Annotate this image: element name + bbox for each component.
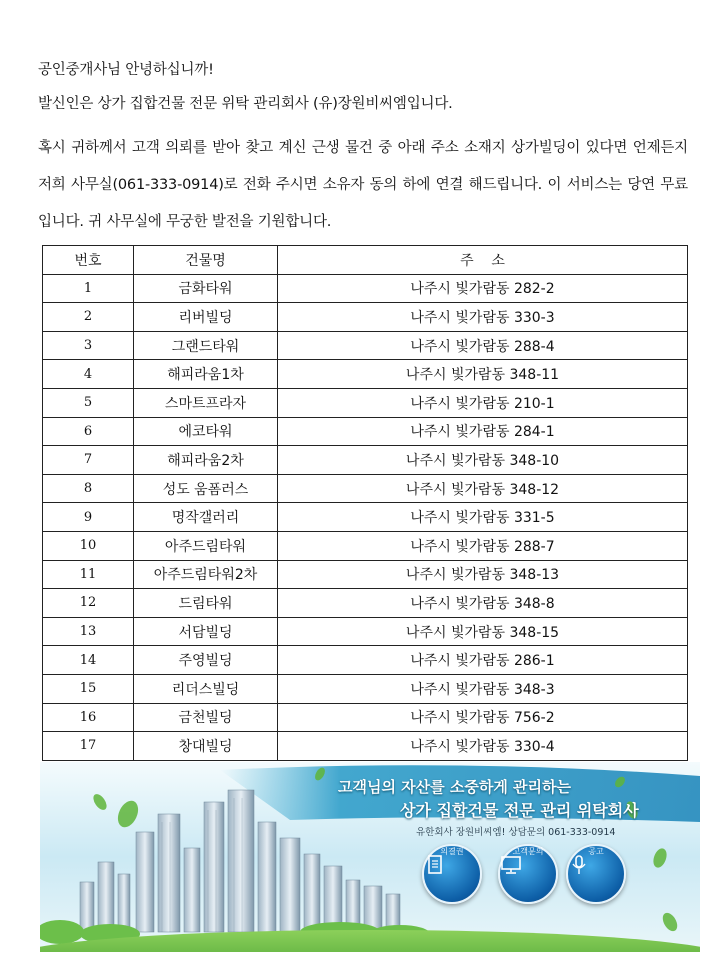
row-address: 나주시 빛가람동 348-8 [278, 589, 688, 618]
row-address: 나주시 빛가람동 330-4 [278, 732, 688, 761]
table-row [43, 589, 688, 618]
row-building-name: 금천빌딩 [134, 703, 278, 732]
table-row [43, 446, 688, 475]
row-address: 나주시 빛가람동 210-1 [278, 388, 688, 417]
customer-inquiry-button[interactable] [498, 844, 558, 904]
row-building-name: 아주드림타워2차 [134, 560, 278, 589]
row-number: 9 [43, 503, 134, 532]
row-number: 5 [43, 388, 134, 417]
row-building-name: 해피라움1차 [134, 360, 278, 389]
row-address: 나주시 빛가람동 286-1 [278, 646, 688, 675]
row-building-name: 주영빌딩 [134, 646, 278, 675]
row-address: 나주시 빛가람동 348-11 [278, 360, 688, 389]
row-building-name: 리버빌딩 [134, 303, 278, 332]
table-row [43, 388, 688, 417]
notice-button[interactable] [566, 844, 626, 904]
table-row [43, 417, 688, 446]
row-building-name: 금화타워 [134, 274, 278, 303]
company-banner [40, 762, 700, 952]
row-building-name: 서담빌딩 [134, 617, 278, 646]
table-row [43, 732, 688, 761]
row-address: 나주시 빛가람동 348-13 [278, 560, 688, 589]
service-paragraph: 혹시 귀하께서 고객 의뢰를 받아 찾고 계신 근생 물건 중 아래 주소 소재지 상가빌딩이 있다면 언제든지 저희 사무실(061-333-0914)로 전화 주시면 소유자 동의 하에 연결 해드립니다. 이 서비스는 당연 무료입니다. 귀 사무실에 무궁한 발전을 기원합니다. [38, 140, 688, 230]
voting-rights-label: 의결권 [440, 847, 464, 856]
row-number: 15 [43, 674, 134, 703]
table-row [43, 274, 688, 303]
header-number: 번호 [43, 246, 134, 275]
row-address: 나주시 빛가람동 288-4 [278, 331, 688, 360]
row-building-name: 아주드림타워 [134, 531, 278, 560]
row-address: 나주시 빛가람동 348-15 [278, 617, 688, 646]
table-row [43, 674, 688, 703]
row-address: 나주시 빛가람동 348-3 [278, 674, 688, 703]
table-header-row [43, 246, 688, 275]
header-address: 주 소 [278, 246, 688, 275]
building-table [42, 245, 688, 761]
row-number: 10 [43, 531, 134, 560]
row-address: 나주시 빛가람동 331-5 [278, 503, 688, 532]
notice-label: 공고 [588, 847, 604, 856]
row-address: 나주시 빛가람동 348-12 [278, 474, 688, 503]
row-building-name: 드림타워 [134, 589, 278, 618]
header-building-name: 건물명 [134, 246, 278, 275]
row-number: 8 [43, 474, 134, 503]
row-number: 4 [43, 360, 134, 389]
row-address: 나주시 빛가람동 288-7 [278, 531, 688, 560]
monitor-icon [500, 855, 522, 875]
banner-headline-1: 고객님의 자산를 소중하게 관리하는 [338, 778, 572, 796]
banner-headline-2: 상가 집합건물 전문 관리 위탁회사 [400, 801, 639, 820]
table-row [43, 617, 688, 646]
table-row [43, 560, 688, 589]
sender-line: 발신인은 상가 집합건물 전문 위탁 관리회사 (유)장원비씨엠입니다. [38, 96, 453, 112]
microphone-icon [568, 855, 590, 875]
table-row [43, 531, 688, 560]
table-row [43, 331, 688, 360]
row-number: 11 [43, 560, 134, 589]
row-number: 2 [43, 303, 134, 332]
row-number: 1 [43, 274, 134, 303]
row-address: 나주시 빛가람동 282-2 [278, 274, 688, 303]
voting-rights-button[interactable] [422, 844, 482, 904]
row-number: 16 [43, 703, 134, 732]
row-number: 7 [43, 446, 134, 475]
row-building-name: 창대빌딩 [134, 732, 278, 761]
table-row [43, 303, 688, 332]
row-address: 나주시 빛가람동 284-1 [278, 417, 688, 446]
row-building-name: 해피라움2차 [134, 446, 278, 475]
table-row [43, 646, 688, 675]
row-number: 12 [43, 589, 134, 618]
row-building-name: 명작갤러리 [134, 503, 278, 532]
row-building-name: 그랜드타워 [134, 331, 278, 360]
greeting-line: 공인중개사님 안녕하십니까! [38, 62, 214, 78]
row-number: 6 [43, 417, 134, 446]
row-building-name: 리더스빌딩 [134, 674, 278, 703]
document-icon [424, 855, 446, 875]
row-address: 나주시 빛가람동 330-3 [278, 303, 688, 332]
row-address: 나주시 빛가람동 756-2 [278, 703, 688, 732]
row-building-name: 성도 움폼러스 [134, 474, 278, 503]
row-building-name: 스마트프라자 [134, 388, 278, 417]
customer-inquiry-label: 고객문의 [512, 847, 544, 856]
table-row [43, 703, 688, 732]
row-number: 13 [43, 617, 134, 646]
banner-contact: 유한회사 장원비씨엠! 상담문의 061-333-0914 [416, 827, 616, 838]
row-number: 3 [43, 331, 134, 360]
row-address: 나주시 빛가람동 348-10 [278, 446, 688, 475]
row-number: 17 [43, 732, 134, 761]
table-row [43, 360, 688, 389]
table-row [43, 503, 688, 532]
table-row [43, 474, 688, 503]
row-building-name: 에코타워 [134, 417, 278, 446]
row-number: 14 [43, 646, 134, 675]
